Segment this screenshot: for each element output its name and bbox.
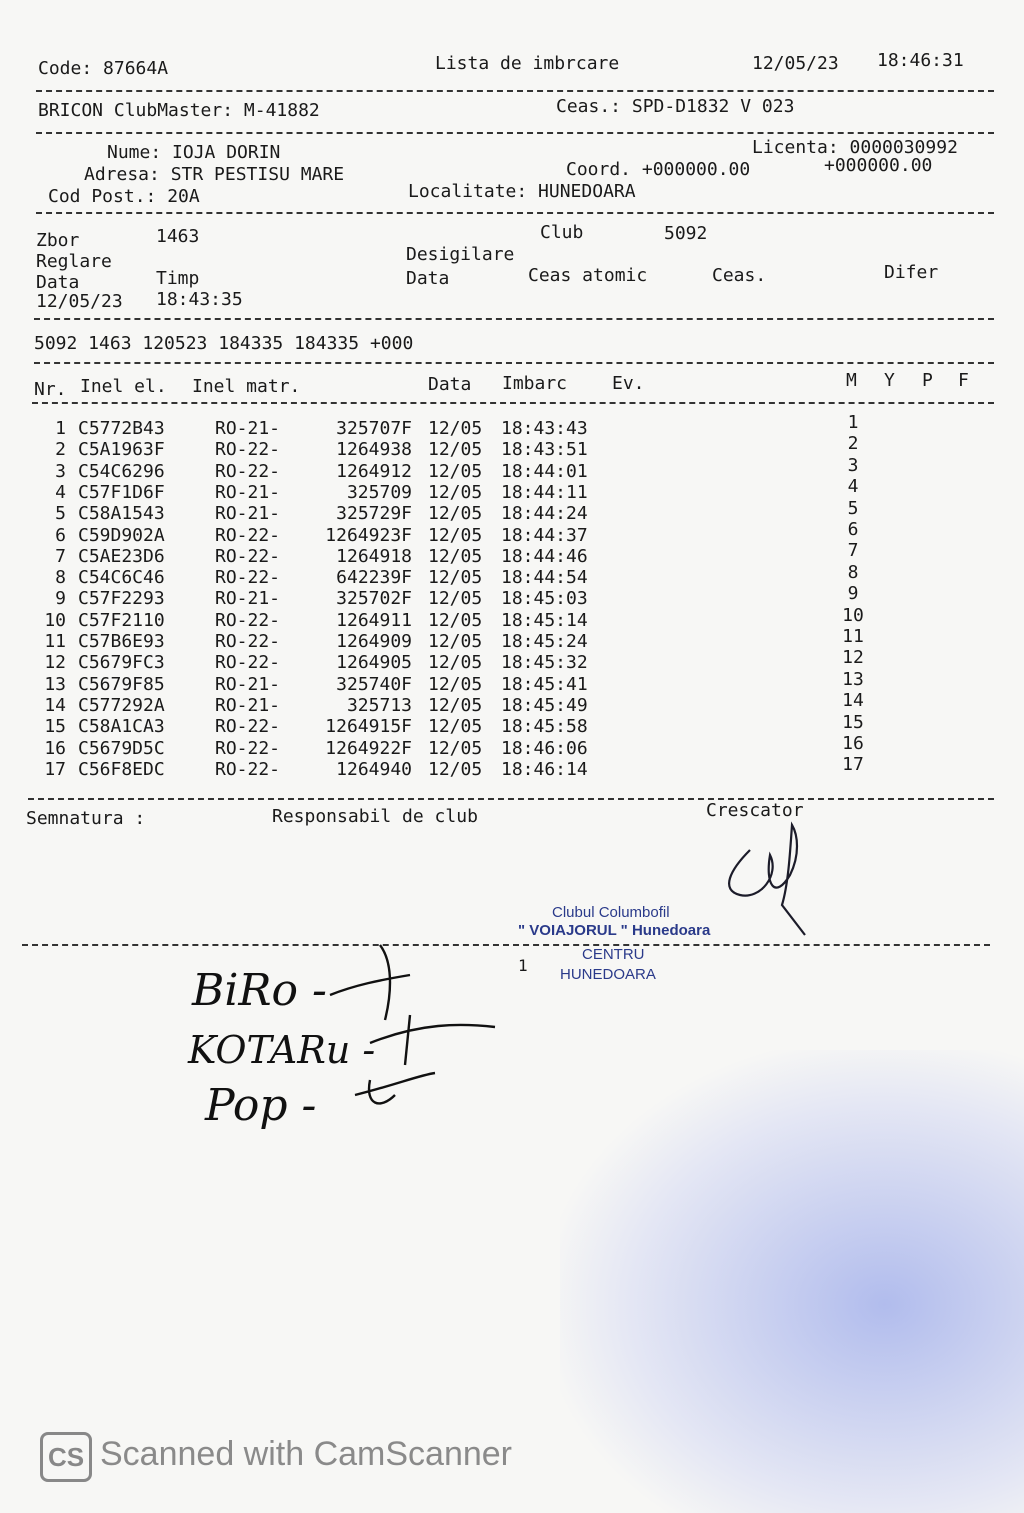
reglare-label: Reglare [36,251,112,272]
divider [36,212,994,214]
m-marker: 14 [842,690,864,712]
row-number: 11 [44,631,66,652]
boarding-time: 18:45:41 [501,673,588,695]
row-number: 16 [44,737,66,759]
row-number: 5 [55,503,66,525]
arrival-date: 12/05 [428,758,483,780]
ring-prefix: RO-22- [215,545,281,567]
ring-number: 1264922F [325,737,412,759]
row-number: 14 [44,694,66,716]
ring-number: 325729F [336,503,412,525]
arrival-date: 12/05 [428,652,483,674]
boarding-time: 18:46:14 [501,758,588,780]
ring-prefix: RO-22- [215,758,281,780]
col-y: Y [884,370,895,391]
ring-prefix: RO-22- [215,609,281,631]
scan-shadow [560,1050,1024,1513]
col-imbarc: Imbarc [502,373,568,394]
m-marker: 6 [847,519,859,540]
arrival-date: 12/05 [428,460,483,482]
electronic-ring: C58A1CA3 [78,716,165,738]
col-m: M [846,370,857,391]
handwritten-line-2: KOTARu - [188,1028,376,1072]
document-title: Lista de imbrcare [435,53,620,74]
row-number: 10 [44,609,66,631]
arrival-date: 12/05 [428,439,483,461]
data2-label: Data [406,268,450,289]
table-row [0,567,1024,588]
electronic-ring: C5679F85 [78,673,165,695]
row-number: 1 [55,418,66,439]
row-number: 2 [55,439,66,461]
boarding-time: 18:44:11 [501,481,588,503]
difer-label: Difer [884,262,939,283]
electronic-ring: C56F8EDC [78,758,165,780]
m-marker: 9 [847,583,859,605]
club-value: 5092 [664,223,708,244]
m-marker: 11 [842,626,864,647]
table-row [0,482,1024,503]
divider [36,90,994,92]
owner-coord-2: +000000.00 [824,155,933,176]
crescator-label: Crescator [706,800,804,821]
boarding-time: 18:44:46 [501,545,588,567]
row-number: 9 [55,588,66,610]
summary-line: 5092 1463 120523 184335 184335 +000 [34,333,414,354]
row-number: 3 [55,460,66,482]
ring-number: 1264905 [336,652,412,674]
boarding-time: 18:44:54 [501,567,588,589]
device-right: Ceas.: SPD-D1832 V 023 [556,96,795,117]
ring-number: 325709 [346,481,412,503]
ring-prefix: RO-22- [215,716,281,738]
boarding-time: 18:44:24 [501,503,588,525]
boarding-time: 18:45:58 [501,716,588,738]
electronic-ring: C57F2110 [78,609,165,631]
electronic-ring: C5AE23D6 [78,545,165,567]
handwritten-line-3: Pop - [205,1080,317,1131]
col-nr: Nr. [34,379,67,400]
m-marker: 2 [847,433,859,455]
electronic-ring: C57F1D6F [78,481,165,503]
electronic-ring: C54C6296 [78,460,165,482]
ring-number: 1264940 [336,758,412,780]
arrival-date: 12/05 [428,694,483,716]
table-row [0,759,1024,780]
owner-license: Licenta: 0000030992 [752,137,958,158]
electronic-ring: C58A1543 [78,503,165,525]
electronic-ring: C5679D5C [78,737,165,759]
table-row [0,674,1024,695]
m-marker: 7 [847,540,859,562]
ring-prefix: RO-22- [215,439,281,461]
table-row [0,738,1024,759]
arrival-date: 12/05 [428,673,483,695]
ring-prefix: RO-21- [215,481,281,503]
col-data: Data [428,374,472,395]
ceas-atomic-label: Ceas atomic [528,265,648,286]
table-row [0,503,1024,524]
row-number: 8 [55,567,66,589]
owner-postcode: Cod Post.: 20A [48,186,200,207]
semnatura-label: Semnatura : [26,808,146,829]
ring-prefix: RO-22- [215,567,281,589]
table-row [0,588,1024,609]
ring-number: 1264911 [336,609,412,631]
ring-prefix: RO-22- [215,652,281,674]
m-marker: 5 [847,497,859,519]
header-time: 18:46:31 [877,50,964,71]
zbor-value: 1463 [156,226,200,247]
boarding-time: 18:45:32 [501,652,588,674]
divider [28,798,994,800]
electronic-ring: C5A1963F [78,439,165,461]
col-ev: Ev. [612,373,645,394]
m-marker: 3 [847,454,859,476]
boarding-time: 18:45:49 [501,694,588,716]
arrival-date: 12/05 [428,609,483,631]
ring-number: 1264938 [336,439,412,461]
boarding-time: 18:44:37 [501,524,588,546]
data-label: Data [36,272,80,293]
ring-prefix: RO-21- [215,588,281,610]
owner-address: Adresa: STR PESTISU MARE [84,164,345,185]
stamp-line-1: Clubul Columbofil [552,904,670,921]
crescator-signature [710,815,830,945]
ring-number: 325713 [346,694,412,716]
table-row [0,631,1024,652]
boarding-time: 18:44:01 [501,460,588,482]
ring-number: 1264915F [325,716,412,738]
arrival-date: 12/05 [428,524,483,546]
ring-prefix: RO-22- [215,631,281,652]
table-row [0,461,1024,482]
m-marker: 15 [842,711,864,733]
ring-number: 325707F [336,418,412,439]
stamp-line-2: " VOIAJORUL " Hunedoara [518,922,711,939]
arrival-date: 12/05 [428,737,483,759]
table-row [0,525,1024,546]
ring-prefix: RO-21- [215,673,281,695]
stamp-line-3: CENTRU [582,946,645,963]
m-marker: 8 [847,561,859,583]
electronic-ring: C59D902A [78,524,165,546]
ring-prefix: RO-22- [215,524,281,546]
boarding-time: 18:45:14 [501,609,588,631]
m-marker: 12 [842,647,864,669]
page-number: 1 [518,956,528,975]
arrival-date: 12/05 [428,716,483,738]
ring-number: 325702F [336,588,412,610]
electronic-ring: C54C6C46 [78,567,165,589]
ring-number: 642239F [336,567,412,589]
m-marker: 16 [842,733,864,754]
col-inel-el: Inel el. [80,376,167,397]
row-number: 13 [44,673,66,695]
header-date: 12/05/23 [752,53,839,74]
electronic-ring: C577292A [78,694,165,716]
m-marker: 10 [842,604,864,626]
ring-number: 1264912 [336,460,412,482]
device-left: BRICON ClubMaster: M-41882 [38,100,320,121]
boarding-time: 18:43:43 [501,418,588,439]
arrival-date: 12/05 [428,588,483,610]
arrival-date: 12/05 [428,631,483,652]
boarding-time: 18:43:51 [501,439,588,461]
desigilare-label: Desigilare [406,244,515,265]
row-number: 12 [44,652,66,674]
zbor-label: Zbor [36,230,80,251]
m-marker: 1 [847,412,859,433]
ceas-label: Ceas. [712,265,767,286]
m-marker: 17 [842,754,864,776]
electronic-ring: C5772B43 [78,418,165,439]
divider [34,362,994,364]
table-row [0,546,1024,567]
row-number: 6 [55,524,66,546]
owner-name: Nume: IOJA DORIN [107,142,281,163]
arrival-date: 12/05 [428,481,483,503]
camscanner-logo: CS [40,1432,92,1482]
electronic-ring: C57B6E93 [78,631,165,652]
divider [34,318,994,320]
ring-number: 1264923F [325,524,412,546]
camscanner-text: Scanned with CamScanner [100,1435,513,1473]
data-value: 12/05/23 [36,291,123,312]
responsabil-label: Responsabil de club [272,806,478,827]
row-number: 4 [55,481,66,503]
boarding-time: 18:45:24 [501,631,588,652]
col-f: F [958,370,969,391]
ring-prefix: RO-21- [215,694,281,716]
divider [36,132,994,134]
code-label: Code: 87664A [38,58,169,79]
club-label: Club [540,222,584,243]
electronic-ring: C57F2293 [78,588,165,610]
ring-prefix: RO-21- [215,418,281,439]
ring-number: 1264918 [336,545,412,567]
arrival-date: 12/05 [428,503,483,525]
m-marker: 13 [842,668,864,690]
timp-value: 18:43:35 [156,289,243,310]
ring-number: 325740F [336,673,412,695]
arrival-date: 12/05 [428,418,483,439]
table-row [0,652,1024,673]
ring-prefix: RO-22- [215,460,281,482]
arrival-date: 12/05 [428,545,483,567]
row-number: 17 [44,758,66,780]
col-p: P [922,370,933,391]
divider [32,402,994,404]
stamp-line-4: HUNEDOARA [560,966,656,983]
handwritten-line-1: BiRo - [192,965,327,1016]
electronic-ring: C5679FC3 [78,652,165,674]
ring-number: 1264909 [336,631,412,652]
table-row [0,716,1024,737]
arrival-date: 12/05 [428,567,483,589]
m-marker: 4 [847,476,859,498]
boarding-time: 18:45:03 [501,588,588,610]
boarding-time: 18:46:06 [501,737,588,759]
owner-coord: Coord. +000000.00 [566,159,751,180]
table-row [0,695,1024,716]
row-number: 7 [55,545,66,567]
timp-label: Timp [156,268,200,289]
owner-locality: Localitate: HUNEDOARA [408,181,636,202]
ring-prefix: RO-22- [215,737,281,759]
table-row [0,439,1024,460]
table-row [0,610,1024,631]
ring-prefix: RO-21- [215,503,281,525]
handwritten-notes [180,925,520,1155]
col-inel-matr: Inel matr. [192,376,301,397]
row-number: 15 [44,716,66,738]
table-row [0,418,1024,439]
